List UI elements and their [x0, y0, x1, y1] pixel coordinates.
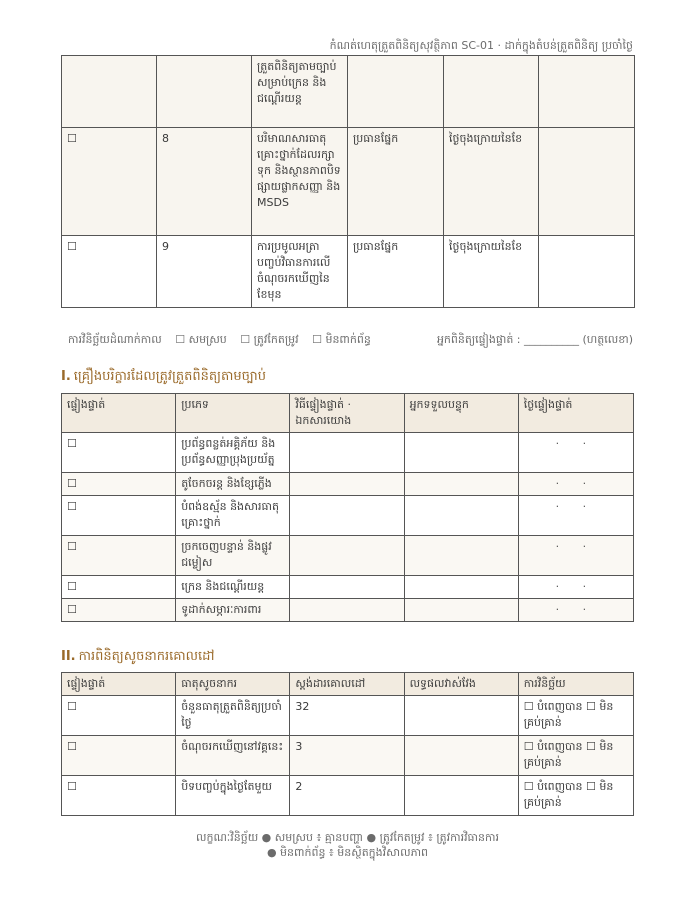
table-row	[62, 696, 634, 736]
method-cell[interactable]	[290, 433, 404, 473]
number-cell	[157, 56, 252, 128]
owner-cell: ប្រធានផ្នែក	[348, 236, 444, 308]
type-cell: ក្រេន និងជណ្ដើរយន្ត	[176, 576, 290, 599]
method-cell[interactable]	[290, 496, 404, 536]
option-appropriate[interactable]: ☐ សមស្រប	[175, 333, 227, 346]
date-cell[interactable]: · ·	[518, 433, 633, 473]
result-cell[interactable]	[404, 696, 518, 736]
check-cell[interactable]: ☐	[62, 433, 176, 473]
item-cell: បរិមាណសារធាតុគ្រោះថ្នាក់ដែលរក្សាទុក និងស្ថានភាពបិទផ្សាយផ្លាកសញ្ញា និង MSDS	[252, 128, 348, 236]
extra-cell	[539, 128, 635, 236]
column-header: ផ្ទៀងផ្ទាត់	[62, 394, 176, 433]
top-checklist-table	[61, 55, 635, 308]
due-cell: ថ្ងៃចុងក្រោយនៃខែ	[444, 128, 539, 236]
check-cell[interactable]	[62, 56, 157, 128]
check-cell[interactable]: ☐	[62, 236, 157, 308]
judgement-label: ការវិនិច្ឆ័យដំណាក់កាល	[68, 333, 162, 346]
due-cell	[444, 56, 539, 128]
table-row	[62, 236, 635, 308]
method-cell[interactable]	[290, 576, 404, 599]
target-indicator-table	[61, 672, 634, 816]
column-header: លទ្ធផលវាស់វែង	[404, 673, 518, 696]
owner-cell[interactable]	[404, 599, 518, 622]
method-cell[interactable]	[290, 536, 404, 576]
number-cell: 8	[157, 128, 252, 236]
section-number: I.	[61, 369, 71, 384]
due-cell: ថ្ងៃចុងក្រោយនៃខែ	[444, 236, 539, 308]
section-1-title	[61, 368, 266, 387]
type-cell: តូចែកចរន្ត និងខ្សែភ្លើង	[176, 473, 290, 496]
check-cell[interactable]: ☐	[62, 496, 176, 536]
table-row	[62, 536, 634, 576]
target-cell: 32	[290, 696, 404, 736]
target-cell: 3	[290, 736, 404, 776]
table-row	[62, 599, 634, 622]
check-cell[interactable]: ☐	[62, 776, 176, 816]
result-cell[interactable]	[404, 736, 518, 776]
table-header-row	[62, 394, 634, 433]
check-cell[interactable]: ☐	[62, 128, 157, 236]
indicator-cell: បិទបញ្ចប់ក្នុងថ្ងៃតែមួយ	[176, 776, 290, 816]
judgement-cell[interactable]: ☐ បំពេញបាន ☐ មិនគ្រប់គ្រាន់	[518, 696, 633, 736]
column-header: ស្តង់ដារគោលដៅ	[290, 673, 404, 696]
owner-cell	[348, 56, 444, 128]
number-cell: 9	[157, 236, 252, 308]
section-title-text: គ្រឿងបរិក្ខារដែលត្រូវត្រួតពិនិត្យតាមច្បាប់	[73, 369, 266, 384]
type-cell: ទូដាក់សម្ភារៈការពារ	[176, 599, 290, 622]
result-cell[interactable]	[404, 776, 518, 816]
table-row	[62, 736, 634, 776]
date-cell[interactable]: · ·	[518, 576, 633, 599]
method-cell[interactable]	[290, 473, 404, 496]
check-cell[interactable]: ☐	[62, 736, 176, 776]
judgement-cell[interactable]: ☐ បំពេញបាន ☐ មិនគ្រប់គ្រាន់	[518, 776, 633, 816]
judgement-cell[interactable]: ☐ បំពេញបាន ☐ មិនគ្រប់គ្រាន់	[518, 736, 633, 776]
extra-cell	[539, 56, 635, 128]
check-cell[interactable]: ☐	[62, 599, 176, 622]
date-cell[interactable]: · ·	[518, 496, 633, 536]
indicator-cell: ចំនួនធាតុត្រួតពិនិត្យប្រចាំថ្ងៃ	[176, 696, 290, 736]
column-header: អ្នកទទួលបន្ទុក	[404, 394, 518, 433]
table-row	[62, 56, 635, 128]
table-row	[62, 128, 635, 236]
owner-cell[interactable]	[404, 496, 518, 536]
item-cell: ការប្រមូលអត្រាបញ្ចប់វិធានការលើចំណុចរកឃើញនៃខែមុន	[252, 236, 348, 308]
section-title-text: ការពិនិត្យសូចនាករគោលដៅ	[78, 649, 215, 664]
date-cell[interactable]: · ·	[518, 536, 633, 576]
table-row	[62, 433, 634, 473]
footer-line-2: ● មិនពាក់ព័ន្ធ ៖ មិនស្ថិតក្នុងវិសាលភាព	[266, 846, 429, 859]
option-not-applicable[interactable]: ☐ មិនពាក់ព័ន្ធ	[312, 333, 371, 346]
check-cell[interactable]: ☐	[62, 536, 176, 576]
date-cell[interactable]: · ·	[518, 473, 633, 496]
table-row	[62, 776, 634, 816]
column-header: ថ្ងៃផ្ទៀងផ្ទាត់	[518, 394, 633, 433]
check-cell[interactable]: ☐	[62, 696, 176, 736]
document-header: កំណត់ហេតុត្រួតពិនិត្យសុវត្ថិភាព SC-01 · ដាក់ក្នុងតំបន់ត្រួតពិនិត្យ ប្រចាំ​ថ្ងៃ	[329, 39, 633, 52]
type-cell: បំពង់ឧស្ម័ន និងសារធាតុគ្រោះថ្នាក់	[176, 496, 290, 536]
owner-cell: ប្រធានផ្នែក	[348, 128, 444, 236]
footer-line-1: លក្ខណៈវិនិច្ឆ័យ ● សមស្រប ៖ គ្មានបញ្ហា ● ត្រូវកែតម្រូវ ៖ ត្រូវការវិធានការ	[196, 831, 499, 844]
column-header: ធាតុសូចនាករ	[176, 673, 290, 696]
date-cell[interactable]: · ·	[518, 599, 633, 622]
check-cell[interactable]: ☐	[62, 473, 176, 496]
table-row	[62, 496, 634, 536]
method-cell[interactable]	[290, 599, 404, 622]
type-cell: ច្រកចេញបន្ទាន់ និងផ្លូវជម្លៀស	[176, 536, 290, 576]
footer-legend	[0, 830, 695, 860]
section-number: II.	[61, 649, 76, 664]
indicator-cell: ចំណុចរកឃើញនៅវគ្គនេះ	[176, 736, 290, 776]
table-header-row	[62, 673, 634, 696]
check-cell[interactable]: ☐	[62, 576, 176, 599]
inspector-signature[interactable]: អ្នកពិនិត្យផ្ទៀងផ្ទាត់ : __________ (ហត្ថលេខា)	[436, 333, 633, 346]
column-header: ផ្ទៀងផ្ទាត់	[62, 673, 176, 696]
column-header: វិធីផ្ទៀងផ្ទាត់ · ឯកសារយោង	[290, 394, 404, 433]
type-cell: ប្រព័ន្ធពន្លត់អគ្គិភ័យ និងប្រព័ន្ធសញ្ញាប្រុងប្រយ័ត្ន	[176, 433, 290, 473]
item-cell: ត្រួតពិនិត្យតាមច្បាប់សម្រាប់ក្រេន និងជណ្ដើរយន្ត	[252, 56, 348, 128]
table-row	[62, 576, 634, 599]
owner-cell[interactable]	[404, 473, 518, 496]
owner-cell[interactable]	[404, 576, 518, 599]
table-row	[62, 473, 634, 496]
legal-equipment-table	[61, 393, 634, 622]
owner-cell[interactable]	[404, 433, 518, 473]
column-header: ប្រភេទ	[176, 394, 290, 433]
extra-cell	[539, 236, 635, 308]
section-2-title	[61, 648, 215, 667]
target-cell: 2	[290, 776, 404, 816]
owner-cell[interactable]	[404, 536, 518, 576]
column-header: ការវិនិច្ឆ័យ	[518, 673, 633, 696]
option-needs-correction[interactable]: ☐ ត្រូវកែតម្រូវ	[240, 333, 299, 346]
stage-judgement-line	[68, 333, 633, 349]
